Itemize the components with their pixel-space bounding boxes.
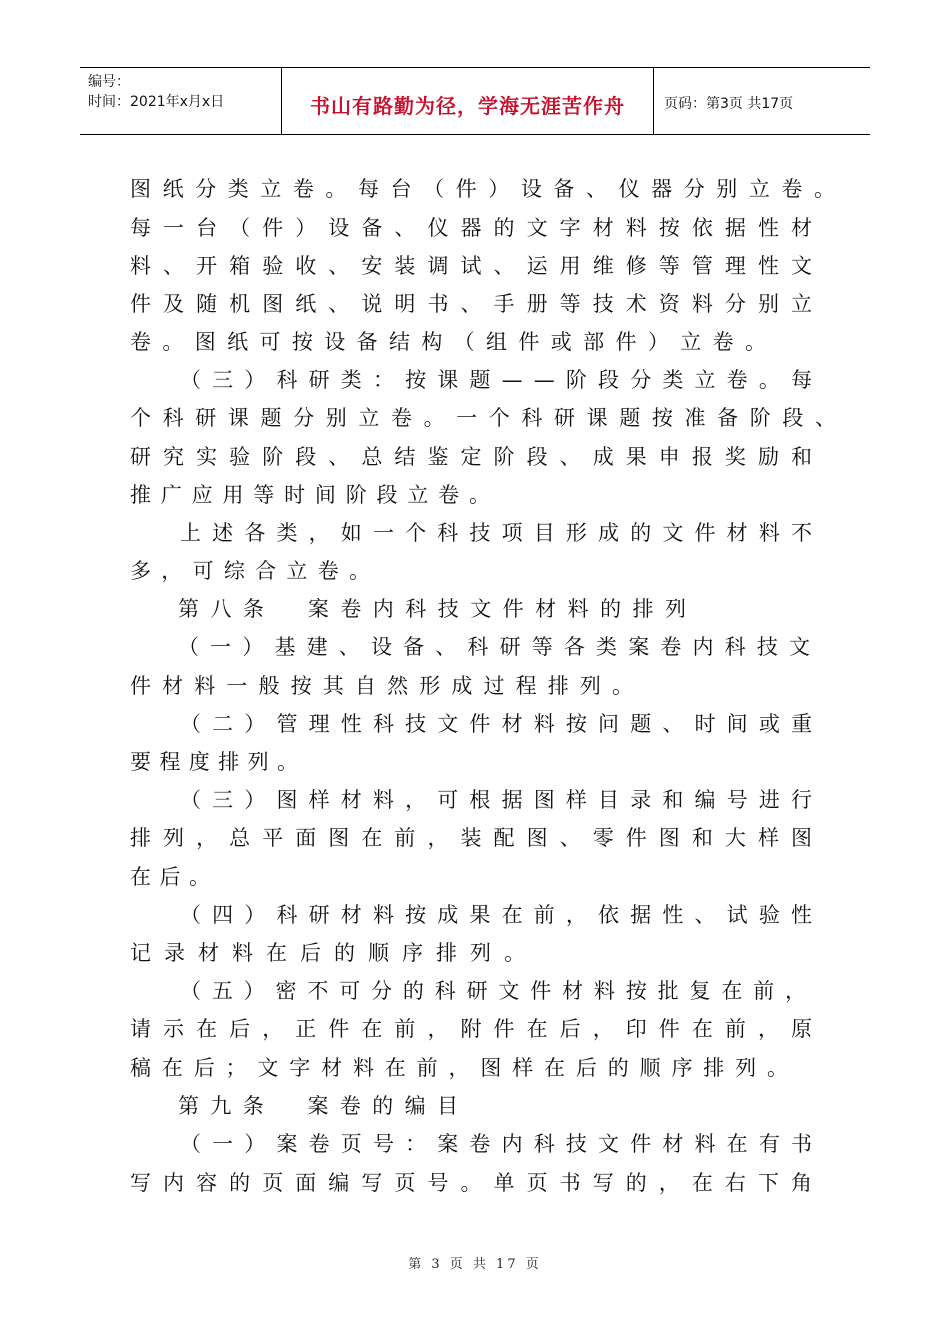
body-line: 稿在后；文字材料在前，图样在后的顺序排列。 [130, 1056, 799, 1080]
header-page-info: 页码：第3页 共17页 [664, 96, 794, 112]
body-line: 写内容的页面编写页号。单页书写的，在右下角 [130, 1171, 825, 1195]
body-line: 研究实验阶段、总结鉴定阶段、成果申报奖励和 [130, 445, 825, 469]
body-line: （五）密不可分的科研文件材料按批复在前， [180, 979, 817, 1003]
body-line: 个科研课题分别立卷。一个科研课题按准备阶段、 [130, 406, 848, 430]
body-line: 记录材料在后的顺序排列。 [130, 941, 538, 965]
body-line: （三）图样材料，可根据图样目录和编号进行 [180, 788, 824, 812]
body-line: 推广应用等时间阶段立卷。 [130, 483, 500, 507]
body-line: 料、开箱验收、安装调试、运用维修等管理性文 [130, 254, 825, 278]
body-line: （二）管理性科技文件材料按问题、时间或重 [180, 712, 824, 736]
body-line: 卷。图纸可按设备结构（组件或部件）立卷。 [130, 330, 778, 354]
body-line: 每一台（件）设备、仪器的文字材料按依据性材 [130, 216, 825, 240]
body-line: （四）科研材料按成果在前，依据性、试验性 [180, 903, 824, 927]
body-line: （一）案卷页号：案卷内科技文件材料在有书 [180, 1132, 824, 1156]
body-line: （三）科研类：按课题——阶段分类立卷。每 [180, 368, 824, 392]
body-line: 第九条 案卷的编目 [178, 1094, 470, 1118]
body-line: 图纸分类立卷。每台（件）设备、仪器分别立卷。 [130, 177, 847, 201]
body-line: 排列，总平面图在前，装配图、零件图和大样图 [130, 826, 825, 850]
body-line: 件及随机图纸、说明书、手册等技术资料分别立 [130, 292, 825, 316]
body-line: 上述各类，如一个科技项目形成的文件材料不 [180, 521, 824, 545]
body-line: （一）基建、设备、科研等各类案卷内科技文 [178, 635, 822, 659]
header-motto: 书山有路勤为径，学海无涯苦作舟 [282, 68, 654, 134]
page-footer: 第 3 页 共 17 页 [408, 1257, 542, 1272]
document-date: 时间：2021年x月x日 [88, 94, 225, 110]
body-line: 在后。 [130, 865, 219, 889]
body-line: 第八条 案卷内科技文件材料的排列 [178, 597, 698, 621]
body-line: 多，可综合立卷。 [130, 559, 381, 583]
body-line: 要程度排列。 [130, 750, 307, 774]
document-number: 编号： [88, 74, 130, 90]
body-line: 件材料一般按其自然形成过程排列。 [130, 674, 645, 698]
body-line: 请示在后，正件在前，附件在后，印件在前，原 [130, 1017, 825, 1041]
